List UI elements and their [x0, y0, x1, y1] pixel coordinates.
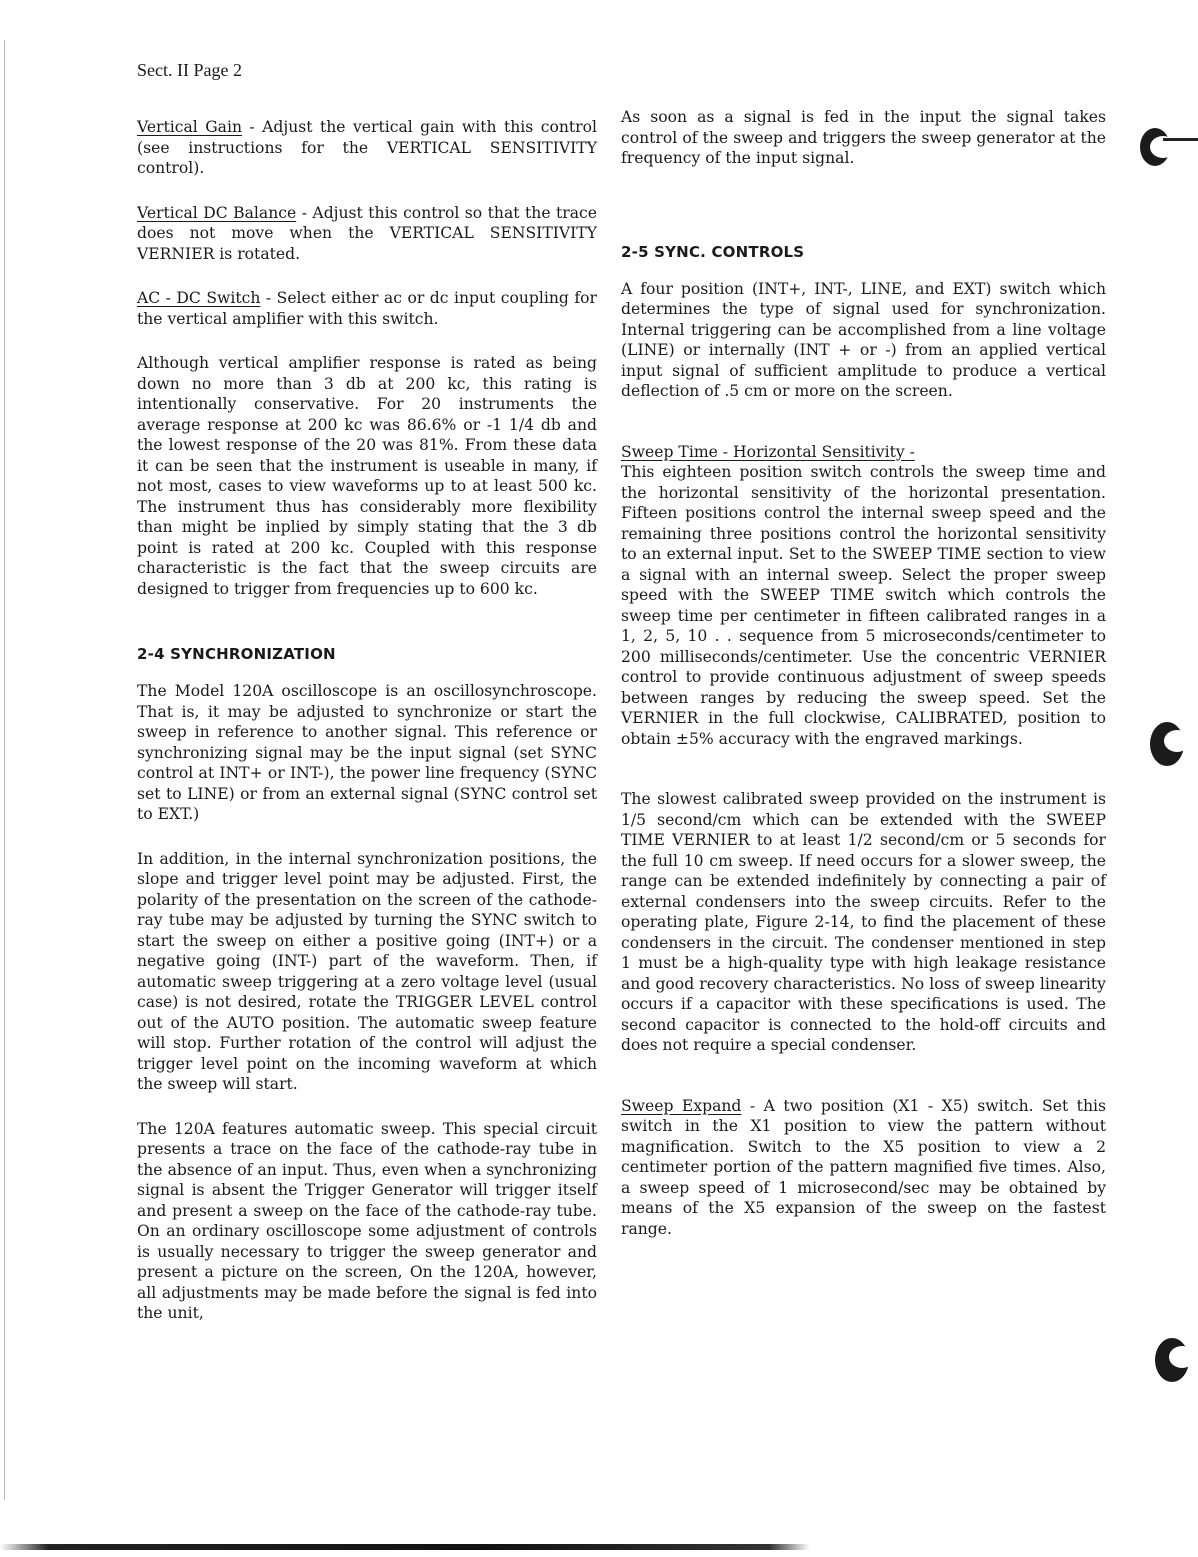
response-paragraph: Although vertical amplifier response is rated as being down no more than 3 db at 200 kc, this rating is intentionally conservative. For 20 instruments the average response at 200 kc was 86.6% or -1 1/4 db and the lowest response of the 20 was 81%. From these data it can be seen that the instrument is useable in many, if not most, cases to view waveforms up to at least 500 kc. The instrument thus has considerably more flexibility than might be inplied by simply stating that the 3 db point is rated at 200 kc. Coupled with this response characteristic is the fact that the sweep circuits are designed to trigger from frequencies up to 600 kc. — [137, 354, 597, 598]
sweep-expand-text: - A two position (X1 - X5) switch. Set this switch in the X1 position to view the pattern without magnification. Switch to the X5 position to view a 2 centimeter portion of the pattern magnified five times. Also, a sweep speed of 1 microsecond/sec may be obtained by means of the X5 expansion of the sweep on the fastest range. — [621, 1096, 1106, 1238]
binder-hole-top — [1140, 128, 1170, 166]
vertical-gain-term: Vertical Gain — [137, 118, 243, 136]
sync-paragraph-1: The Model 120A oscilloscope is an oscillosynchroscope. That is, it may be adjusted to synchronize or start the sweep in reference to another signal. This reference or synchronizing signal may be the input signal (set SYNC control at INT+ or INT-), the power line frequency (SYNC set to LINE) or from an external signal (SYNC control set to EXT.) — [137, 682, 597, 823]
sync-paragraph-2: In addition, in the internal synchronization positions, the slope and trigger level point may be adjusted. First, the polarity of the presentation on the screen of the cathode-ray tube may be adjusted by turning the SYNC switch to start the sweep on either a positive going (INT+) or a negative going (INT-) part of the waveform. Then, if automatic sweep triggering at a zero voltage level (usual case) is not desired, rotate the TRIGGER LEVEL control out of the AUTO position. The automatic sweep feature will stop. Further rotation of the control will adjust the trigger level point on the incoming waveform at which the sweep will start. — [137, 849, 597, 1093]
sync-controls-heading: 2-5 SYNC. CONTROLS — [621, 242, 805, 261]
sweep-time-term: Sweep Time - Horizontal Sensitivity - — [621, 442, 915, 461]
ac-dc-paragraph — [137, 288, 597, 329]
sync-paragraph-3: The 120A features automatic sweep. This special circuit presents a trace on the face of the cathode-ray tube in the absence of an input. Thus, even when a synchronizing signal is absent the Trigger Generator will trigger itself and present a sweep on the face of the cathode-ray tube. On an ordinary oscilloscope some adjustment of controls is usually necessary to trigger the sweep generator and present a picture on the screen, On the 120A, however, all adjustments may be made before the signal is fed into the unit, — [137, 1119, 597, 1322]
left-column — [137, 117, 597, 1324]
binder-hole-bottom — [1155, 1338, 1189, 1382]
ac-dc-text: - Select either ac or dc input coupling for the vertical amplifier with this switch. — [137, 289, 598, 328]
binder-mark-line — [1163, 138, 1198, 141]
continuation-paragraph: As soon as a signal is fed in the input the signal takes control of the sweep and triggers the sweep generator at the frequency of the input signal. — [621, 108, 1106, 167]
page-header: Sect. II Page 2 — [137, 60, 242, 80]
vertical-gain-paragraph — [137, 117, 597, 179]
slowest-sweep-paragraph: The slowest calibrated sweep provided on the instrument is 1/5 second/cm which can be extended with the SWEEP TIME VERNIER to at least 1/2 second/cm or 5 seconds for the full 10 cm sweep. If need occurs for a slower sweep, the range can be extended indefinitely by connecting a pair of external condensers into the sweep circuits. Refer to the operating plate, Figure 2-14, to find the placement of these condensers in the circuit. The condenser mentioned in step 1 must be a high-quality type with high leakage resistance and good recovery characteristics. No loss of sweep linearity occurs if a capacitor with these specifications is used. The second capacitor is connected to the hold-off circuits and does not require a special condenser. — [621, 790, 1106, 1054]
binder-hole-middle — [1150, 722, 1184, 766]
sweep-time-paragraph — [621, 442, 1106, 750]
sweep-expand-term: Sweep Expand — [621, 1096, 742, 1115]
synchronization-heading: 2-4 SYNCHRONIZATION — [137, 645, 336, 663]
sweep-time-text: This eighteen position switch controls the sweep time and the horizontal sensitivity of the horizontal presentation. Fifteen positions control the internal sweep speed and the remaining three positions control the horizontal sensitivity to an external input. Set to the SWEEP TIME section to view a signal with an internal sweep. Select the proper sweep speed with the SWEEP TIME switch which controls the sweep time per centimeter in fifteen calibrated ranges in a 1, 2, 5, 10 . . sequence from 5 microseconds/centimeter to 200 milliseconds/centimeter. Use the concentric VERNIER control to provide continuous adjustment of sweep speeds between ranges by reducing the sweep speed. Set the VERNIER in the full clockwise, CALIBRATED, position to obtain ±5% accuracy with the engraved markings. — [621, 463, 1106, 748]
dc-balance-term: Vertical DC Balance — [137, 203, 297, 222]
sync-controls-paragraph: A four position (INT+, INT-, LINE, and EXT) switch which determines the type of signal used for synchronization. Internal triggering can be accomplished from a line voltage (LINE) or internally (INT + or -) from an applied vertical input signal of sufficient amplitude to produce a vertical deflection of .5 cm or more on the screen. — [621, 279, 1106, 400]
scan-bottom-edge — [0, 1544, 810, 1550]
right-column — [621, 107, 1106, 1239]
margin-scan-line — [4, 40, 5, 1500]
dc-balance-text: - Adjust this control so that the trace does not move when the VERTICAL SENSITIVITY VERNIER is rotated. — [137, 203, 597, 263]
vertical-gain-text: - Adjust the vertical gain with this control (see instructions for the VERTICAL SENSITIVITY control). — [137, 118, 597, 177]
dc-balance-paragraph — [137, 203, 597, 265]
sweep-expand-paragraph — [621, 1096, 1106, 1240]
ac-dc-term: AC - DC Switch — [137, 289, 261, 307]
